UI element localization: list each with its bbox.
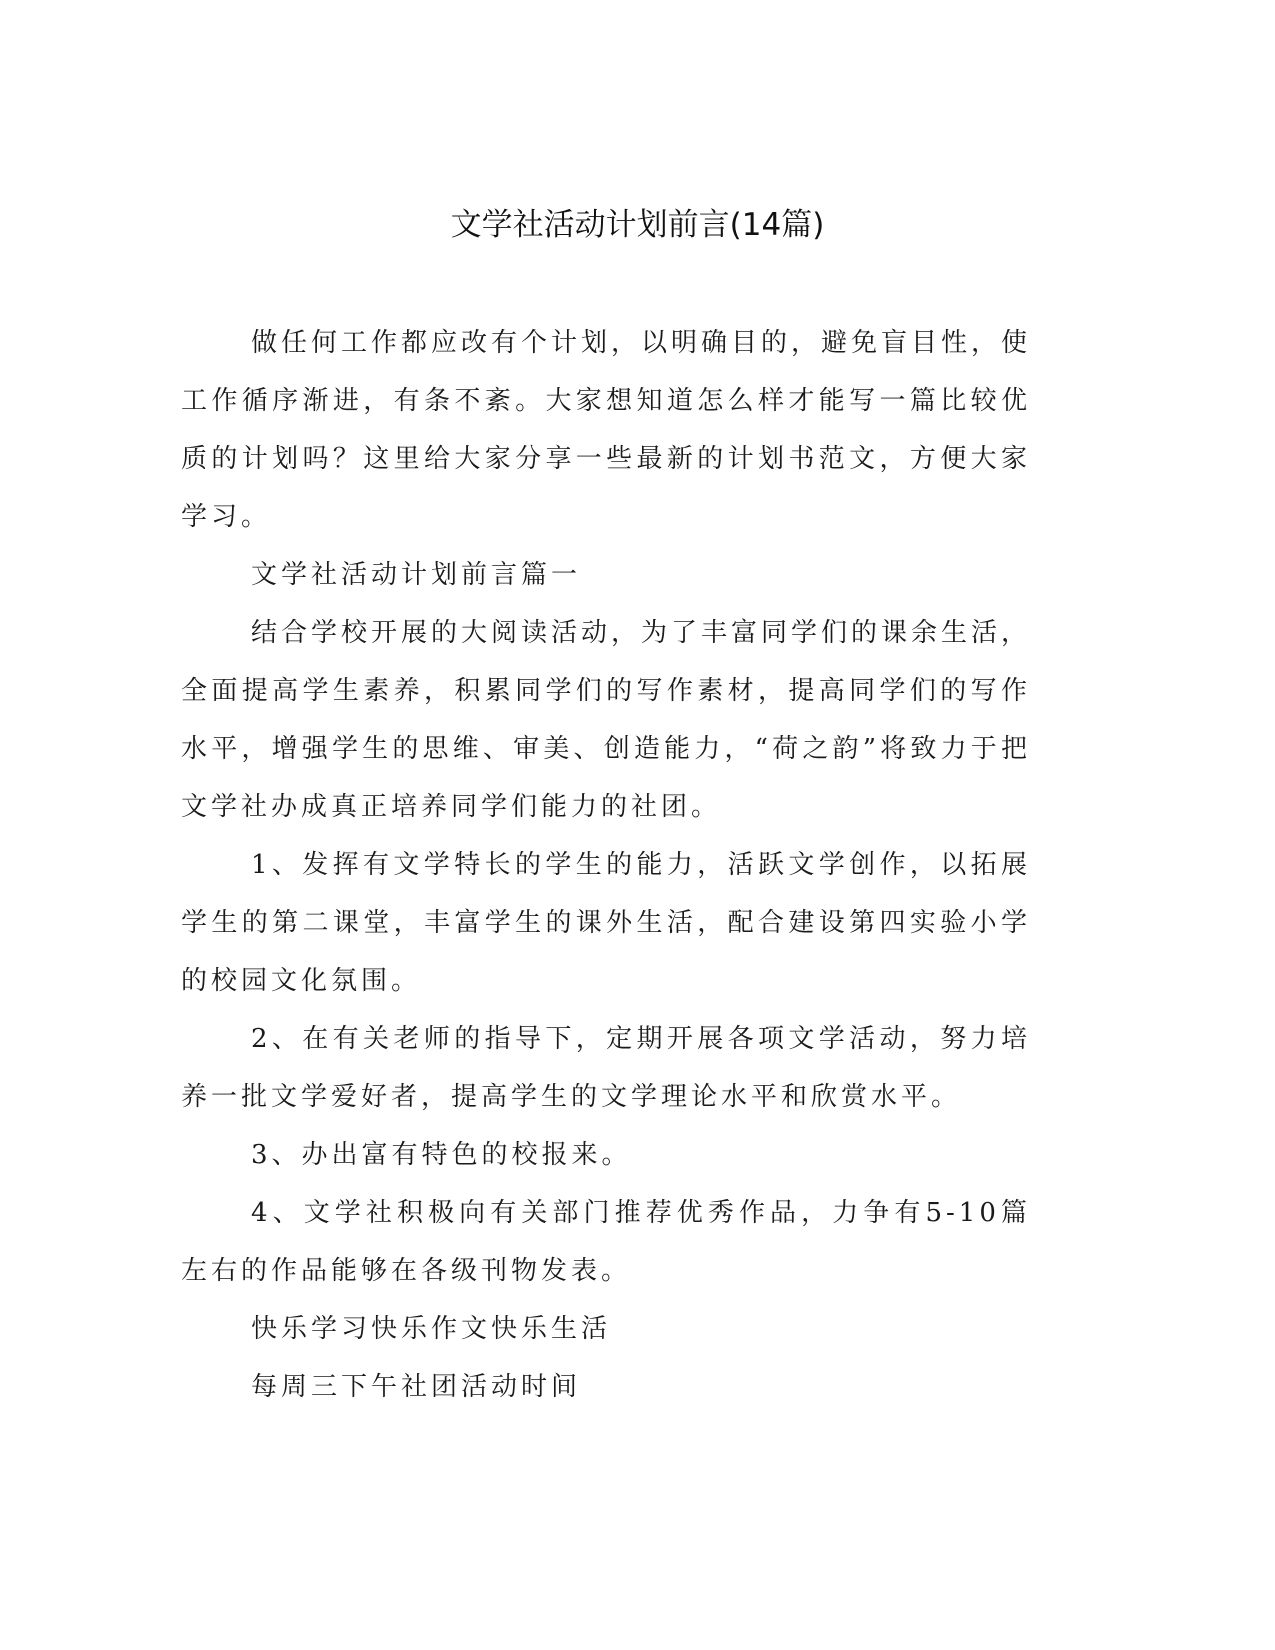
list-item-1: 1、发挥有文学特长的学生的能力，活跃文学创作，以拓展学生的第二课堂，丰富学生的课外生活，配合建设第四实验小学的校园文化氛围。 (181, 850, 1031, 996)
body-paragraph: 结合学校开展的大阅读活动，为了丰富同学们的课余生活，全面提高学生素养，积累同学们的写作素材，提高同学们的写作水平，增强学生的思维、审美、创造能力，“荷之韵”将致力于把文学社办成真正培养同学们能力的社团。 (181, 618, 1032, 822)
slogan-line: 快乐学习快乐作文快乐生活 (251, 1314, 612, 1344)
intro-paragraph: 做任何工作都应改有个计划，以明确目的，避免盲目性，使工作循序渐进，有条不紊。大家想知道怎么样才能写一篇比较优质的计划吗？这里给大家分享一些最新的计划书范文，方便大家学习。 (181, 328, 1032, 532)
schedule-line: 每周三下午社团活动时间 (251, 1372, 582, 1402)
document-body (181, 314, 1031, 1416)
list-item-4: 4、文学社积极向有关部门推荐优秀作品，力争有5-10篇左右的作品能够在各级刊物发表。 (181, 1198, 1031, 1286)
document-title: 文学社活动计划前言(14篇) (450, 207, 825, 243)
section-heading: 文学社活动计划前言篇一 (251, 560, 582, 590)
list-item-3: 3、办出富有特色的校报来。 (251, 1140, 632, 1170)
list-item-2: 2、在有关老师的指导下，定期开展各项文学活动，努力培养一批文学爱好者，提高学生的文学理论水平和欣赏水平。 (181, 1024, 1031, 1112)
